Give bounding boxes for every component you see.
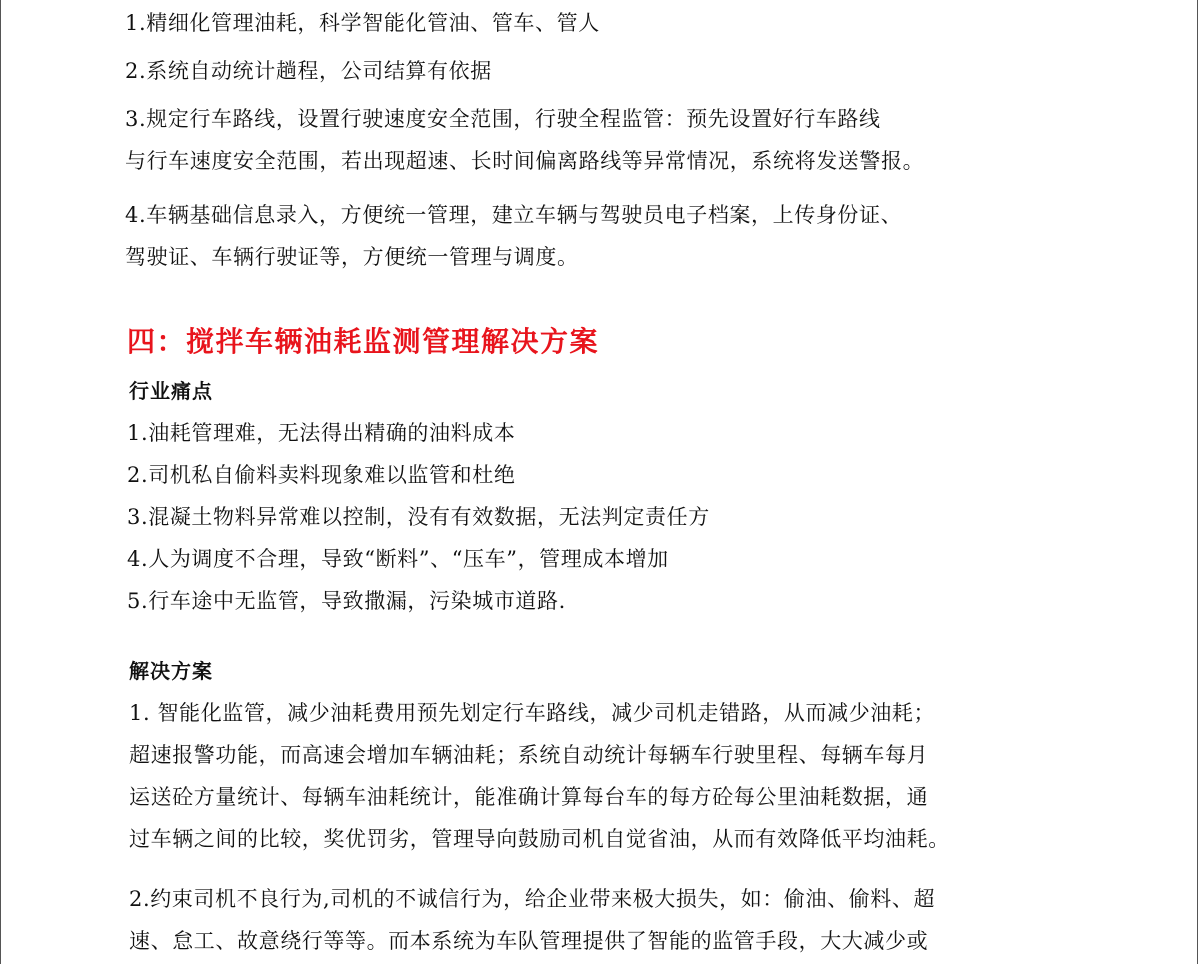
pain-points-heading: 行业痛点 [129,379,213,403]
paragraph-line: 1. 智能化监管，减少油耗费用预先划定行车路线，减少司机走错路，从而减少油耗； [129,701,936,725]
list-item-continuation: 驾驶证、车辆行驶证等，方便统一管理与调度。 [125,245,579,269]
solutions-heading: 解决方案 [129,659,213,683]
list-item-continuation: 与行车速度安全范围，若出现超速、长时间偏离路线等异常情况，系统将发送警报。 [125,149,925,173]
paragraph-line: 超速报警功能，而高速会增加车辆油耗；系统自动统计每辆车行驶里程、每辆车每月 [129,743,929,767]
list-item: 4.车辆基础信息录入，方便统一管理，建立车辆与驾驶员电子档案，上传身份证、 [125,203,903,227]
list-item: 3.混凝土物料异常难以控制，没有有效数据，无法判定责任方 [127,505,710,529]
section-title: 四：搅拌车辆油耗监测管理解决方案 [127,325,600,358]
paragraph-line: 过车辆之间的比较，奖优罚劣，管理导向鼓励司机自觉省油，从而有效降低平均油耗。 [129,827,950,851]
list-item: 5.行车途中无监管，导致撒漏，污染城市道路. [127,589,566,613]
list-item: 1.油耗管理难，无法得出精确的油料成本 [127,421,516,445]
list-item: 3.规定行车路线，设置行驶速度安全范围，行驶全程监管：预先设置好行车路线 [125,107,881,131]
list-item: 2.系统自动统计趟程，公司结算有依据 [125,59,492,83]
list-item: 2.司机私自偷料卖料现象难以监管和杜绝 [127,463,516,487]
paragraph-line: 运送砼方量统计、每辆车油耗统计，能准确计算每台车的每方砼每公里油耗数据，通 [129,785,929,809]
list-item: 1.精细化管理油耗，科学智能化管油、管车、管人 [125,11,600,35]
list-item: 4.人为调度不合理，导致“断料”、“压车”，管理成本增加 [127,547,669,571]
paragraph-line: 2.约束司机不良行为,司机的不诚信行为，给企业带来极大损失，如：偷油、偷料、超 [129,887,936,911]
paragraph-line: 速、怠工、故意绕行等等。而本系统为车队管理提供了智能的监管手段，大大减少或 [129,929,929,953]
